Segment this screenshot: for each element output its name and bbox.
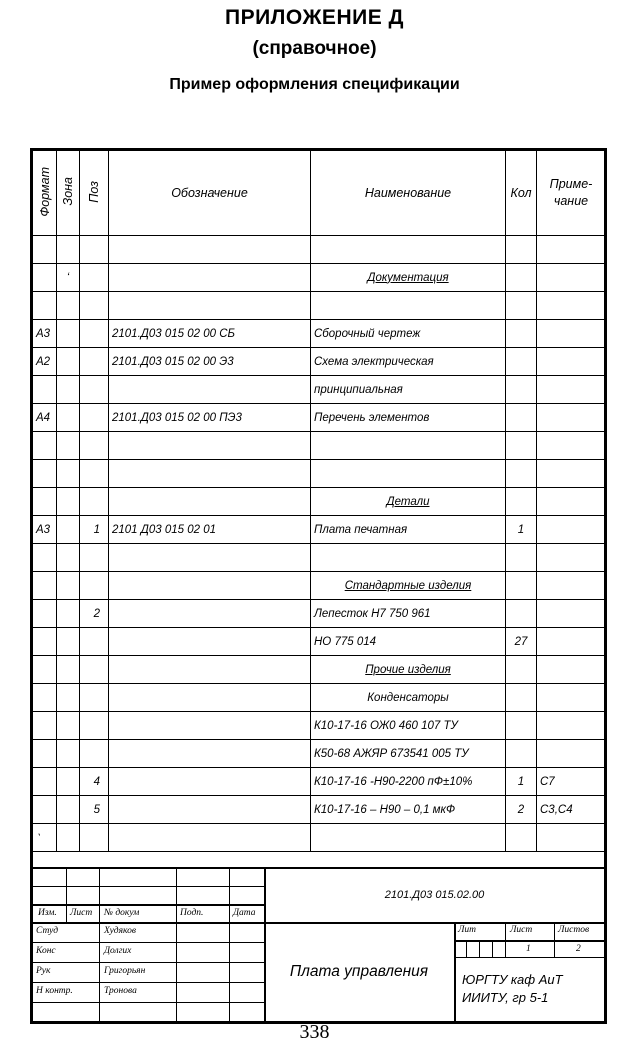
- cell-pos: [80, 656, 109, 684]
- cell-note: [537, 460, 606, 488]
- cell-note: [537, 712, 606, 740]
- cell-pos: [80, 712, 109, 740]
- cell-format: [33, 292, 57, 320]
- cell-designation: [109, 656, 311, 684]
- cell-format: А3: [33, 320, 57, 348]
- cell-qty: [506, 600, 537, 628]
- table-row: [33, 712, 606, 740]
- cell-pos: [80, 264, 109, 292]
- table-row: [33, 768, 606, 796]
- tb-person: Григорьян: [104, 966, 146, 976]
- header-zone: Зона: [57, 151, 80, 236]
- cell-format: [33, 460, 57, 488]
- cell-qty: [506, 684, 537, 712]
- cell-zone: ‘: [57, 264, 80, 292]
- cell-pos: [80, 460, 109, 488]
- cell-qty: 1: [506, 768, 537, 796]
- cell-qty: 1: [506, 516, 537, 544]
- cell-name: [311, 824, 506, 852]
- tb-sheet-value: 1: [526, 944, 531, 954]
- cell-name: Схема электрическая: [311, 348, 506, 376]
- cell-zone: [57, 572, 80, 600]
- cell-designation: [109, 460, 311, 488]
- cell-note: [537, 656, 606, 684]
- cell-pos: [80, 348, 109, 376]
- cell-name: К50-68 АЖЯР 673541 005 ТУ: [311, 740, 506, 768]
- cell-designation: [109, 236, 311, 264]
- tb-header-doc-no: № докум: [104, 908, 140, 918]
- tb-lit-label: Лит: [458, 925, 477, 935]
- table-row: [33, 600, 606, 628]
- cell-zone: [57, 740, 80, 768]
- cell-zone: [57, 712, 80, 740]
- cell-name: [311, 432, 506, 460]
- cell-qty: [506, 376, 537, 404]
- cell-format: [33, 572, 57, 600]
- cell-zone: [57, 656, 80, 684]
- cell-zone: [57, 544, 80, 572]
- tb-person: Тронова: [104, 986, 137, 996]
- cell-designation: [109, 264, 311, 292]
- page-number: 338: [299, 1021, 330, 1043]
- cell-pos: [80, 488, 109, 516]
- cell-format: [33, 376, 57, 404]
- cell-format: ‵: [33, 824, 57, 852]
- cell-note: [537, 376, 606, 404]
- title-block: [32, 867, 605, 1022]
- cell-format: [33, 740, 57, 768]
- table-row: [33, 796, 606, 824]
- cell-format: А2: [33, 348, 57, 376]
- cell-note: [537, 544, 606, 572]
- cell-name: Сборочный чертеж: [311, 320, 506, 348]
- table-header-row: [33, 151, 606, 236]
- cell-qty: [506, 236, 537, 264]
- cell-qty: [506, 404, 537, 432]
- cell-pos: [80, 740, 109, 768]
- cell-pos: 1: [80, 516, 109, 544]
- cell-pos: 2: [80, 600, 109, 628]
- tb-role: Студ: [36, 926, 59, 936]
- cell-designation: [109, 432, 311, 460]
- cell-qty: 2: [506, 796, 537, 824]
- product-name: Плата управления: [289, 963, 429, 980]
- cell-note: [537, 628, 606, 656]
- cell-designation: 2101 Д03 015 02 01: [109, 516, 311, 544]
- specification-table: [32, 150, 606, 852]
- cell-pos: [80, 376, 109, 404]
- cell-qty: [506, 712, 537, 740]
- cell-format: [33, 768, 57, 796]
- cell-note: [537, 824, 606, 852]
- cell-designation: [109, 824, 311, 852]
- cell-designation: [109, 740, 311, 768]
- cell-zone: [57, 432, 80, 460]
- tb-role: Рук: [36, 966, 51, 976]
- cell-name: Прочие изделия: [311, 656, 506, 684]
- cell-designation: 2101.Д03 015 02 00 СБ: [109, 320, 311, 348]
- table-row: [33, 348, 606, 376]
- header-designation: Обозначение: [109, 151, 311, 236]
- cell-designation: 2101.Д03 015 02 00 ПЭ3: [109, 404, 311, 432]
- cell-note: [537, 348, 606, 376]
- cell-format: А4: [33, 404, 57, 432]
- cell-name: [311, 460, 506, 488]
- cell-name: К10-17-16 -Н90-2200 пФ±10%: [311, 768, 506, 796]
- cell-pos: [80, 824, 109, 852]
- cell-name: Лепесток Н7 750 961: [311, 600, 506, 628]
- cell-format: [33, 264, 57, 292]
- table-row: [33, 740, 606, 768]
- cell-zone: [57, 348, 80, 376]
- tb-sheets-value: 2: [576, 944, 581, 954]
- cell-note: [537, 264, 606, 292]
- cell-qty: [506, 824, 537, 852]
- cell-qty: [506, 432, 537, 460]
- cell-name: К10-17-16 ОЖ0 460 107 ТУ: [311, 712, 506, 740]
- cell-note: [537, 740, 606, 768]
- cell-format: [33, 236, 57, 264]
- cell-format: [33, 432, 57, 460]
- cell-name: Документация: [311, 264, 506, 292]
- cell-name: [311, 544, 506, 572]
- document-code: 2101.Д03 015.02.00: [384, 888, 485, 901]
- cell-qty: 27: [506, 628, 537, 656]
- cell-zone: [57, 460, 80, 488]
- cell-name: Конденсаторы: [311, 684, 506, 712]
- cell-pos: 4: [80, 768, 109, 796]
- table-row: [33, 460, 606, 488]
- table-row: [33, 264, 606, 292]
- tb-header-list: Лист: [70, 908, 93, 918]
- table-row: [33, 824, 606, 852]
- tb-person: Долгих: [104, 946, 132, 956]
- cell-pos: [80, 404, 109, 432]
- table-row: [33, 376, 606, 404]
- cell-zone: [57, 376, 80, 404]
- cell-name: Плата печатная: [311, 516, 506, 544]
- cell-qty: [506, 656, 537, 684]
- cell-note: [537, 600, 606, 628]
- cell-pos: [80, 320, 109, 348]
- cell-zone: [57, 768, 80, 796]
- header-name: Наименование: [311, 151, 506, 236]
- tb-sheet-label: Лист: [510, 925, 533, 935]
- cell-pos: [80, 236, 109, 264]
- tb-header-sign: Подп.: [180, 908, 204, 918]
- cell-qty: [506, 264, 537, 292]
- table-row: [33, 292, 606, 320]
- cell-zone: [57, 628, 80, 656]
- cell-designation: [109, 684, 311, 712]
- header-format: Формат: [33, 151, 57, 236]
- table-row: [33, 488, 606, 516]
- cell-designation: [109, 628, 311, 656]
- cell-note: [537, 236, 606, 264]
- table-row: [33, 572, 606, 600]
- cell-zone: [57, 516, 80, 544]
- cell-format: [33, 488, 57, 516]
- table-row: [33, 628, 606, 656]
- cell-zone: [57, 404, 80, 432]
- cell-qty: [506, 320, 537, 348]
- tb-header-izm: Изм.: [38, 908, 57, 918]
- cell-designation: [109, 544, 311, 572]
- table-row: [33, 320, 606, 348]
- table-row: [33, 684, 606, 712]
- cell-zone: [57, 236, 80, 264]
- header-qty: Кол: [506, 151, 537, 236]
- cell-note: [537, 572, 606, 600]
- appendix-caption: Пример оформления спецификации: [169, 76, 460, 93]
- table-row: [33, 656, 606, 684]
- organization-line-1: ЮРГТУ каф АuТ: [462, 972, 563, 987]
- cell-note: [537, 432, 606, 460]
- cell-note: [537, 292, 606, 320]
- cell-name: Перечень элементов: [311, 404, 506, 432]
- cell-pos: [80, 628, 109, 656]
- cell-note: [537, 404, 606, 432]
- cell-note: С7: [537, 768, 606, 796]
- table-row: [33, 404, 606, 432]
- cell-qty: [506, 488, 537, 516]
- cell-designation: [109, 600, 311, 628]
- tb-sheets-label: Листов: [558, 925, 590, 935]
- cell-designation: [109, 292, 311, 320]
- table-row: [33, 544, 606, 572]
- cell-format: А3: [33, 516, 57, 544]
- cell-zone: [57, 488, 80, 516]
- cell-pos: [80, 432, 109, 460]
- cell-designation: [109, 768, 311, 796]
- cell-qty: [506, 740, 537, 768]
- cell-note: [537, 488, 606, 516]
- cell-qty: [506, 348, 537, 376]
- table-row: [33, 236, 606, 264]
- tb-person: Худяков: [104, 926, 136, 936]
- cell-qty: [506, 544, 537, 572]
- cell-format: [33, 544, 57, 572]
- cell-note: С3,С4: [537, 796, 606, 824]
- cell-name: НО 775 014: [311, 628, 506, 656]
- cell-name: [311, 292, 506, 320]
- cell-pos: [80, 544, 109, 572]
- appendix-title: ПРИЛОЖЕНИЕ Д: [224, 6, 405, 29]
- cell-note: [537, 320, 606, 348]
- cell-note: [537, 516, 606, 544]
- cell-zone: [57, 796, 80, 824]
- cell-qty: [506, 292, 537, 320]
- cell-designation: [109, 572, 311, 600]
- cell-designation: 2101.Д03 015 02 00 Э3: [109, 348, 311, 376]
- cell-qty: [506, 572, 537, 600]
- cell-qty: [506, 460, 537, 488]
- cell-designation: [109, 488, 311, 516]
- cell-format: [33, 712, 57, 740]
- cell-name: К10-17-16 – Н90 – 0,1 мкФ: [311, 796, 506, 824]
- cell-pos: [80, 292, 109, 320]
- cell-zone: [57, 684, 80, 712]
- table-row: [33, 516, 606, 544]
- cell-name: принципиальная: [311, 376, 506, 404]
- table-row: [33, 432, 606, 460]
- cell-designation: [109, 376, 311, 404]
- tb-header-date: Дата: [233, 908, 256, 918]
- cell-format: [33, 684, 57, 712]
- header-pos: Поз: [80, 151, 109, 236]
- cell-pos: [80, 572, 109, 600]
- cell-name: [311, 236, 506, 264]
- cell-format: [33, 796, 57, 824]
- cell-format: [33, 628, 57, 656]
- cell-zone: [57, 292, 80, 320]
- cell-zone: [57, 824, 80, 852]
- cell-pos: 5: [80, 796, 109, 824]
- tb-role: Н контр.: [36, 986, 73, 996]
- cell-format: [33, 600, 57, 628]
- header-note: Приме-чание: [537, 151, 606, 236]
- cell-name: Стандартные изделия: [311, 572, 506, 600]
- cell-designation: [109, 712, 311, 740]
- cell-format: [33, 656, 57, 684]
- cell-pos: [80, 684, 109, 712]
- cell-zone: [57, 600, 80, 628]
- tb-role: Конс: [36, 946, 56, 956]
- organization-line-2: ИИИТУ, гр 5-1: [462, 990, 549, 1005]
- cell-zone: [57, 320, 80, 348]
- cell-name: Детали: [311, 488, 506, 516]
- cell-designation: [109, 796, 311, 824]
- appendix-subtitle: (справочное): [252, 38, 377, 59]
- cell-note: [537, 684, 606, 712]
